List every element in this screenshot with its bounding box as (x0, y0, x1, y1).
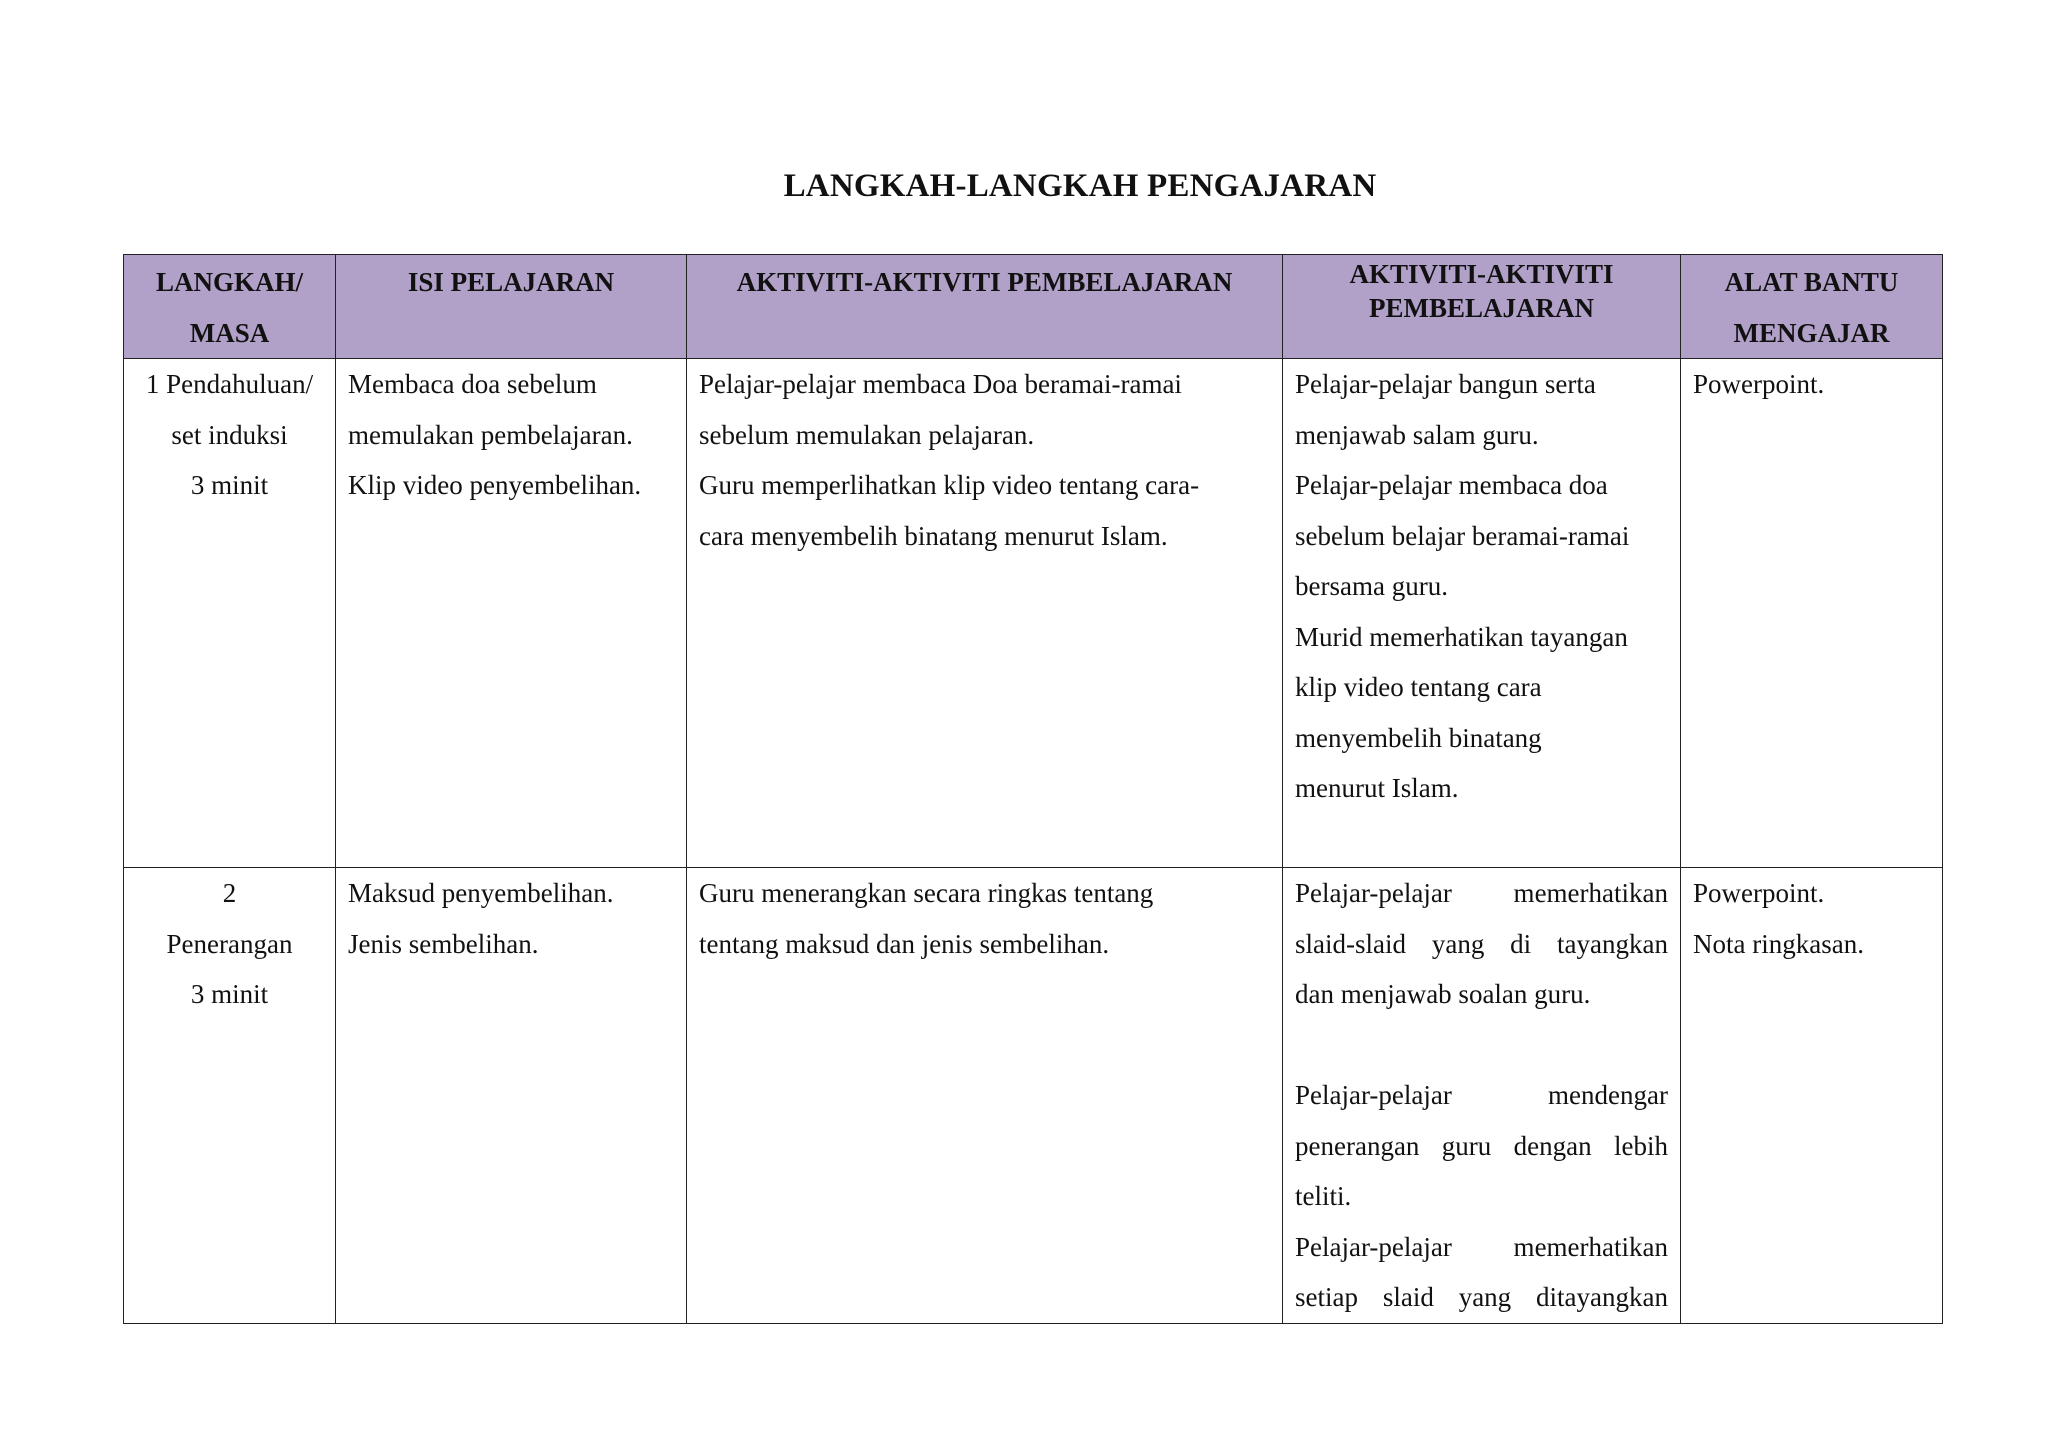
cell-line: Guru menerangkan secara ringkas tentang (699, 878, 1154, 908)
table-header-row (124, 255, 1943, 359)
header-lesson-content (336, 255, 687, 359)
cell-step-time (124, 868, 336, 1324)
cell-line: menjawab salam guru. (1295, 419, 1539, 450)
page-title: LANGKAH-LANGKAH PENGAJARAN (783, 168, 1377, 204)
blank-line (1295, 1020, 1668, 1071)
header-line: MASA (189, 317, 270, 348)
header-teacher-activity (687, 255, 1283, 359)
cell-line: sebelum belajar beramai-ramai (1295, 520, 1630, 551)
cell-line: Pelajar-pelajar memerhatikan (1295, 1231, 1668, 1262)
cell-line: cara menyembelih binatang menurut Islam. (699, 520, 1168, 551)
header-line: PEMBELAJARAN (1368, 293, 1594, 323)
header-step-time (124, 255, 336, 359)
cell-teacher-activity (687, 359, 1283, 868)
cell-line: Pelajar-pelajar membaca Doa beramai-ramai (699, 369, 1182, 399)
cell-line: set induksi (171, 419, 288, 450)
cell-teacher-activity (687, 868, 1283, 1324)
cell-line: memulakan pembelajaran. (348, 419, 633, 450)
cell-line: tentang maksud dan jenis sembelihan. (699, 928, 1110, 959)
cell-line: Powerpoint. (1693, 878, 1825, 908)
header-line: AKTIVITI-AKTIVITI PEMBELAJARAN (736, 267, 1233, 297)
cell-line: Klip video penyembelihan. (348, 470, 642, 500)
cell-line: Murid memerhatikan tayangan (1295, 621, 1628, 652)
cell-line: menurut Islam. (1295, 773, 1459, 803)
cell-line: Penerangan (166, 928, 293, 959)
cell-line: Pelajar-pelajar mendengar (1295, 1080, 1668, 1110)
cell-line: 3 minit (190, 979, 269, 1009)
cell-line: bersama guru. (1295, 571, 1448, 601)
cell-line: Pelajar-pelajar memerhatikan (1295, 878, 1668, 908)
cell-line: menyembelih binatang (1295, 722, 1542, 753)
cell-teaching-aids (1681, 868, 1943, 1324)
cell-line: klip video tentang cara (1295, 672, 1542, 702)
cell-line: 2 (222, 878, 237, 908)
cell-line: Guru memperlihatkan klip video tentang cara- (699, 470, 1200, 500)
cell-student-activity (1283, 359, 1681, 868)
cell-student-activity (1283, 868, 1681, 1324)
cell-line: penerangan guru dengan lebih (1295, 1130, 1668, 1161)
cell-line: Pelajar-pelajar bangun serta (1295, 369, 1596, 399)
cell-line: Membaca doa sebelum (348, 369, 597, 399)
header-line: LANGKAH/ (155, 267, 303, 297)
header-line: MENGAJAR (1733, 317, 1890, 348)
cell-teaching-aids (1681, 359, 1943, 868)
header-line: AKTIVITI-AKTIVITI (1349, 259, 1614, 289)
cell-lesson-content (336, 359, 687, 868)
cell-line: dan menjawab soalan guru. (1295, 979, 1591, 1009)
header-student-activity (1283, 255, 1681, 359)
cell-line: Pelajar-pelajar membaca doa (1295, 470, 1608, 500)
cell-line: 1 Pendahuluan/ (145, 369, 314, 399)
cell-lesson-content (336, 868, 687, 1324)
cell-line: sebelum memulakan pelajaran. (699, 419, 1035, 450)
cell-line: Maksud penyembelihan. (348, 878, 614, 908)
cell-line: setiap slaid yang ditayangkan (1295, 1282, 1668, 1312)
header-line: ALAT BANTU (1724, 267, 1899, 297)
cell-line: teliti. (1295, 1181, 1352, 1211)
cell-line: Powerpoint. (1693, 369, 1825, 399)
header-line: ISI PELAJARAN (407, 267, 615, 297)
cell-line: Nota ringkasan. (1693, 928, 1864, 959)
table-row (124, 359, 1943, 868)
header-teaching-aids (1681, 255, 1943, 359)
lesson-steps-table (123, 254, 1943, 1324)
cell-step-time (124, 359, 336, 868)
cell-line: 3 minit (190, 470, 269, 500)
cell-line: slaid-slaid yang di tayangkan (1295, 928, 1668, 959)
cell-line: Jenis sembelihan. (348, 928, 539, 959)
table-row (124, 868, 1943, 1324)
